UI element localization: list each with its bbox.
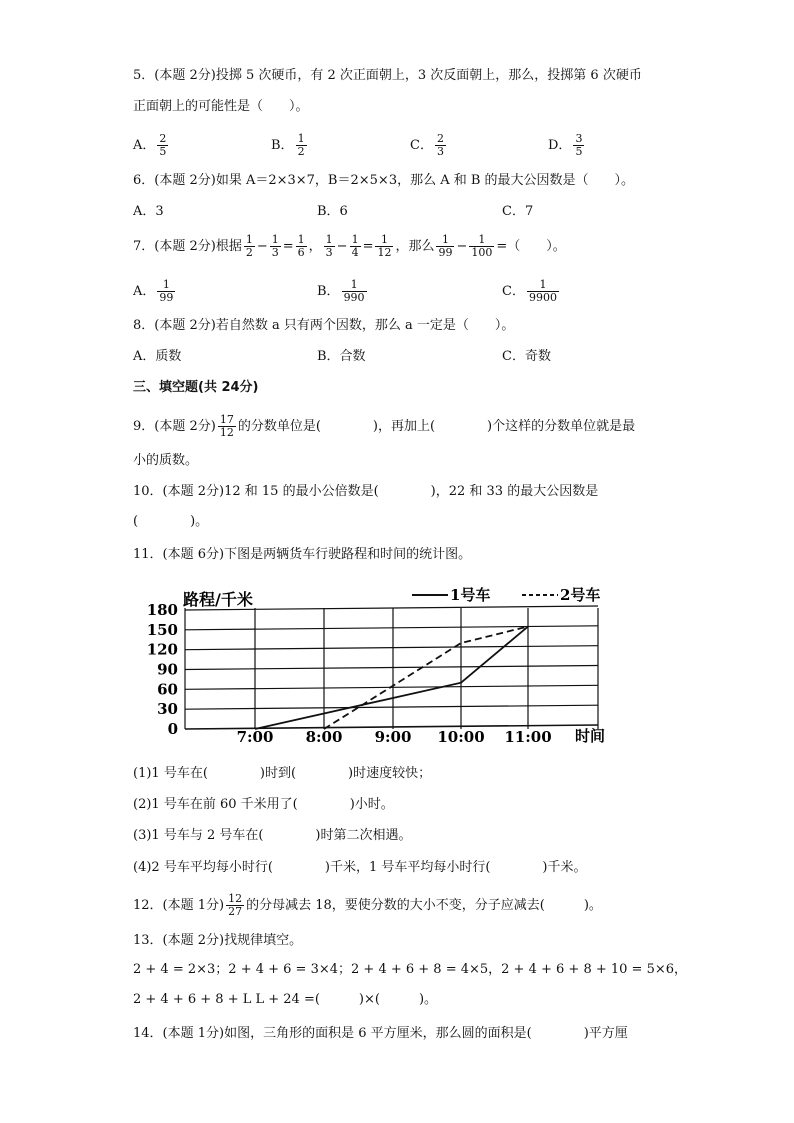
q14-line1: 14．(本题 1分)如图，三角形的面积是 6 平方厘米，那么圆的面积是( )平方厘 bbox=[133, 1026, 628, 1041]
q9-line1: 9．(本题 2分) $\frac{17}{12}$ 的分数单位是( )，再加上( )个这样的分数单位就是最 bbox=[133, 413, 636, 439]
legend-label: 1号车 bbox=[450, 586, 491, 604]
q5-option-b: B． $\frac{1}{2}$ bbox=[271, 132, 305, 158]
q5-line1: 5．(本题 2分)投掷 5 次硬币，有 2 次正面朝上，3 次反面朝上，那么，投掷第 6 次硬币 bbox=[133, 68, 642, 83]
grid-line bbox=[185, 646, 598, 650]
q8-option-a: A．质数 bbox=[133, 349, 182, 364]
q11-sub3: (3)1 号车与 2 号车在( )时第二次相遇。 bbox=[133, 828, 412, 843]
x-tick-label: 8:00 bbox=[305, 728, 343, 746]
q9-line2: 小的质数。 bbox=[133, 453, 199, 468]
fraction: $\frac{17}{12}$ bbox=[219, 413, 234, 439]
q6-line1: 6．(本题 2分)如果 A＝2×3×7，B＝2×5×3，那么 A 和 B 的最大公因数是（ ）。 bbox=[133, 173, 635, 188]
q7-option-a: A． $\frac{1}{99}$ bbox=[133, 278, 174, 304]
x-tick-label: 7:00 bbox=[236, 728, 274, 746]
y-tick-label: 60 bbox=[157, 680, 178, 699]
q6-option-a: A．3 bbox=[133, 204, 164, 219]
grid-line bbox=[185, 666, 598, 670]
fraction: $\frac{2}{5}$ bbox=[159, 132, 167, 158]
q5-option-a: A． $\frac{2}{5}$ bbox=[133, 132, 167, 158]
series-line bbox=[324, 627, 528, 729]
q13-line2: 2 + 4 = 2×3；2 + 4 + 6 = 3×4；2 + 4 + 6 + 8 = 4×5，2 + 4 + 6 + 8 + 10 = 5×6， bbox=[133, 962, 688, 977]
fraction: $\frac{1}{3}$ bbox=[271, 233, 279, 259]
x-tick-label: 10:00 bbox=[437, 728, 485, 746]
q13-line1: 13．(本题 2分)找规律填空。 bbox=[133, 933, 303, 948]
fraction: $\frac{3}{5}$ bbox=[575, 132, 583, 158]
fraction: $\frac{1}{99}$ bbox=[159, 278, 174, 304]
q11-line1: 11．(本题 6分)下图是两辆货车行驶路程和时间的统计图。 bbox=[133, 547, 472, 562]
q11-sub2: (2)1 号车在前 60 千米用了( )小时。 bbox=[133, 797, 394, 812]
fraction: $\frac{1}{3}$ bbox=[325, 233, 333, 259]
fraction: $\frac{12}{27}$ bbox=[228, 892, 243, 918]
q10-line2: ( )。 bbox=[133, 514, 209, 529]
legend-label: 2号车 bbox=[560, 586, 601, 604]
q5-line2: 正面朝上的可能性是（ ）。 bbox=[133, 99, 309, 114]
q13-line3: 2 + 4 + 6 + 8 + L L + 24 =( )×( )。 bbox=[133, 992, 438, 1007]
fraction: $\frac{1}{9900}$ bbox=[528, 278, 557, 304]
q6-option-b: B．6 bbox=[317, 204, 348, 219]
q8-line1: 8．(本题 2分)若自然数 a 只有两个因数，那么 a 一定是（ ）。 bbox=[133, 318, 515, 333]
q7-option-c: C． $\frac{1}{9900}$ bbox=[502, 278, 557, 304]
q8-option-c: C．奇数 bbox=[502, 349, 551, 364]
q11-sub1: (1)1 号车在( )时到( )时速度较快； bbox=[133, 766, 432, 781]
q12-line1: 12．(本题 1分) $\frac{12}{27}$ 的分母减去 18，要使分数的大小不变，分子应减去( )。 bbox=[133, 892, 602, 918]
fraction: $\frac{1}{99}$ bbox=[438, 233, 453, 259]
q7-option-b: B． $\frac{1}{990}$ bbox=[317, 278, 365, 304]
q5-option-d: D． $\frac{3}{5}$ bbox=[548, 132, 583, 158]
y-tick-label: 0 bbox=[167, 720, 178, 738]
q5-option-c: C． $\frac{2}{3}$ bbox=[410, 132, 444, 158]
fraction: $\frac{1}{2}$ bbox=[245, 233, 253, 259]
x-axis-label: 时间 bbox=[575, 727, 606, 745]
y-axis-label: 路程/千米 bbox=[183, 590, 253, 609]
q8-option-b: B．合数 bbox=[317, 349, 366, 364]
grid-line bbox=[185, 626, 598, 630]
fraction: $\frac{2}{3}$ bbox=[436, 132, 444, 158]
fraction: $\frac{1}{100}$ bbox=[471, 233, 493, 259]
y-tick-label: 30 bbox=[157, 700, 178, 719]
y-tick-label: 180 bbox=[146, 601, 178, 619]
fraction: $\frac{1}{2}$ bbox=[297, 132, 305, 158]
fraction: $\frac{1}{12}$ bbox=[377, 233, 392, 259]
section-heading: 三、填空题(共 24分) bbox=[133, 380, 259, 395]
fraction: $\frac{1}{990}$ bbox=[343, 278, 365, 304]
y-tick-label: 150 bbox=[146, 620, 178, 639]
q10-line1: 10．(本题 2分)12 和 15 的最小公倍数是( )，22 和 33 的最大公因数是 bbox=[133, 484, 599, 499]
fraction: $\frac{1}{6}$ bbox=[297, 233, 305, 259]
y-tick-label: 90 bbox=[157, 660, 178, 679]
distance-time-chart bbox=[146, 582, 606, 752]
q6-option-c: C．7 bbox=[502, 204, 534, 219]
fraction: $\frac{1}{4}$ bbox=[351, 233, 359, 259]
y-tick-label: 120 bbox=[146, 640, 178, 659]
series-line bbox=[255, 627, 528, 729]
q7-line1: 7．(本题 2分)根据 $\frac{1}{2}$ − $\frac{1}{3}$ = $\frac{1}{6}$ ， $\frac{1}{3}$ − $\frac{1}{4}$ = $\frac{1}{12}$ ，那么 $\frac{1}{99}$ − $\frac{1}{100}$ =（ ）。 bbox=[133, 233, 566, 259]
x-tick-label: 11:00 bbox=[504, 728, 552, 746]
q11-sub4: (4)2 号车平均每小时行( )千米，1 号车平均每小时行( )千米。 bbox=[133, 860, 587, 875]
x-tick-label: 9:00 bbox=[374, 728, 412, 746]
grid-line bbox=[185, 705, 598, 709]
